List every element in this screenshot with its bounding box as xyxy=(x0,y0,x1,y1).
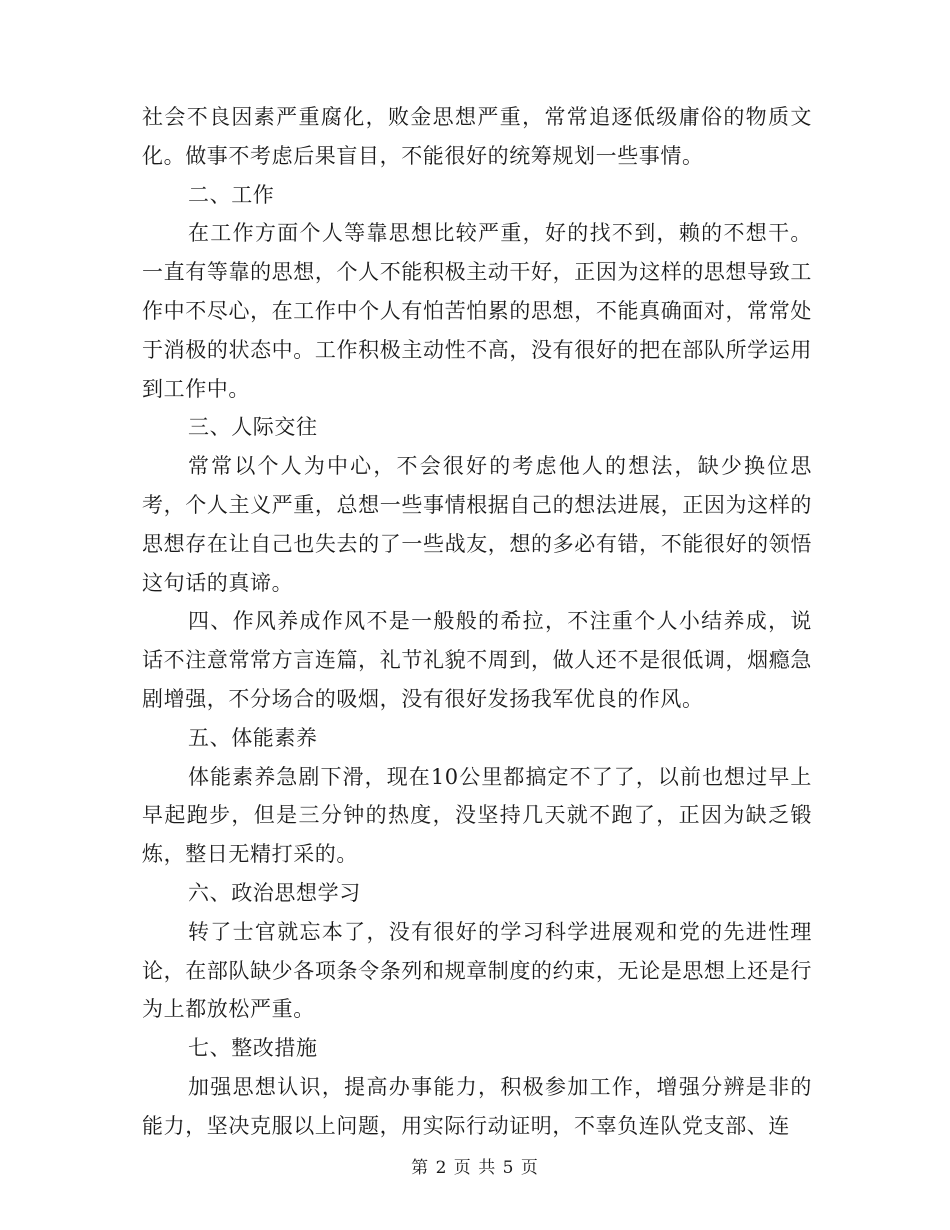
paragraph-interpersonal: 常常以个人为中心，不会很好的考虑他人的想法，缺少换位思考，个人主义严重，总想一些事情根据自己的想法进展，正因为这样的思想存在让自己也失去的了一些战友，想的多必有错，不能很好的领悟这句话的真谛。 xyxy=(142,454,812,595)
section-heading-political-study: 六、政治思想学习 xyxy=(188,880,361,905)
paragraph-work: 在工作方面个人等靠思想比较严重，好的找不到，赖的不想干。一直有等靠的思想，个人不能积极主动干好，正因为这样的思想导致工作中不尽心，在工作中个人有怕苦怕累的思想，不能真确面对，常常处于消极的状态中。工作积极主动性不高，没有很好的把在部队所学运用到工作中。 xyxy=(142,221,812,401)
paragraph-continuation: 社会不良因素严重腐化，败金思想严重，常常追逐低级庸俗的物质文化。做事不考虑后果盲目，不能很好的统筹规划一些事情。 xyxy=(142,105,812,168)
paragraph-political-study: 转了士官就忘本了，没有很好的学习科学进展观和党的先进性理论，在部队缺少各项条令条列和规章制度的约束，无论是思想上还是行为上都放松严重。 xyxy=(142,919,812,1022)
page-number-footer: 第 2 页 共 5 页 xyxy=(411,1158,539,1178)
section-heading-fitness: 五、体能素养 xyxy=(188,725,318,750)
document-body xyxy=(142,98,812,1146)
section-heading-rectification: 七、整改措施 xyxy=(188,1036,318,1061)
section-heading-interpersonal: 三、人际交往 xyxy=(188,415,318,440)
paragraph-rectification: 加强思想认识，提高办事能力，积极参加工作，增强分辨是非的能力，坚决克服以上问题，用实际行动证明，不辜负连队党支部、连 xyxy=(142,1074,812,1138)
paragraph-conduct: 四、作风养成作风不是一般般的希拉，不注重个人小结养成，说话不注意常常方言连篇，礼节礼貌不周到，做人还不是很低调，烟瘾急剧增强，不分场合的吸烟，没有很好发扬我军优良的作风。 xyxy=(142,609,812,711)
paragraph-fitness: 体能素养急剧下滑，现在10公里都搞定不了了，以前也想过早上早起跑步，但是三分钟的热度，没坚持几天就不跑了，正因为缺乏锻炼，整日无精打采的。 xyxy=(142,764,812,867)
section-heading-work: 二、工作 xyxy=(188,182,275,207)
